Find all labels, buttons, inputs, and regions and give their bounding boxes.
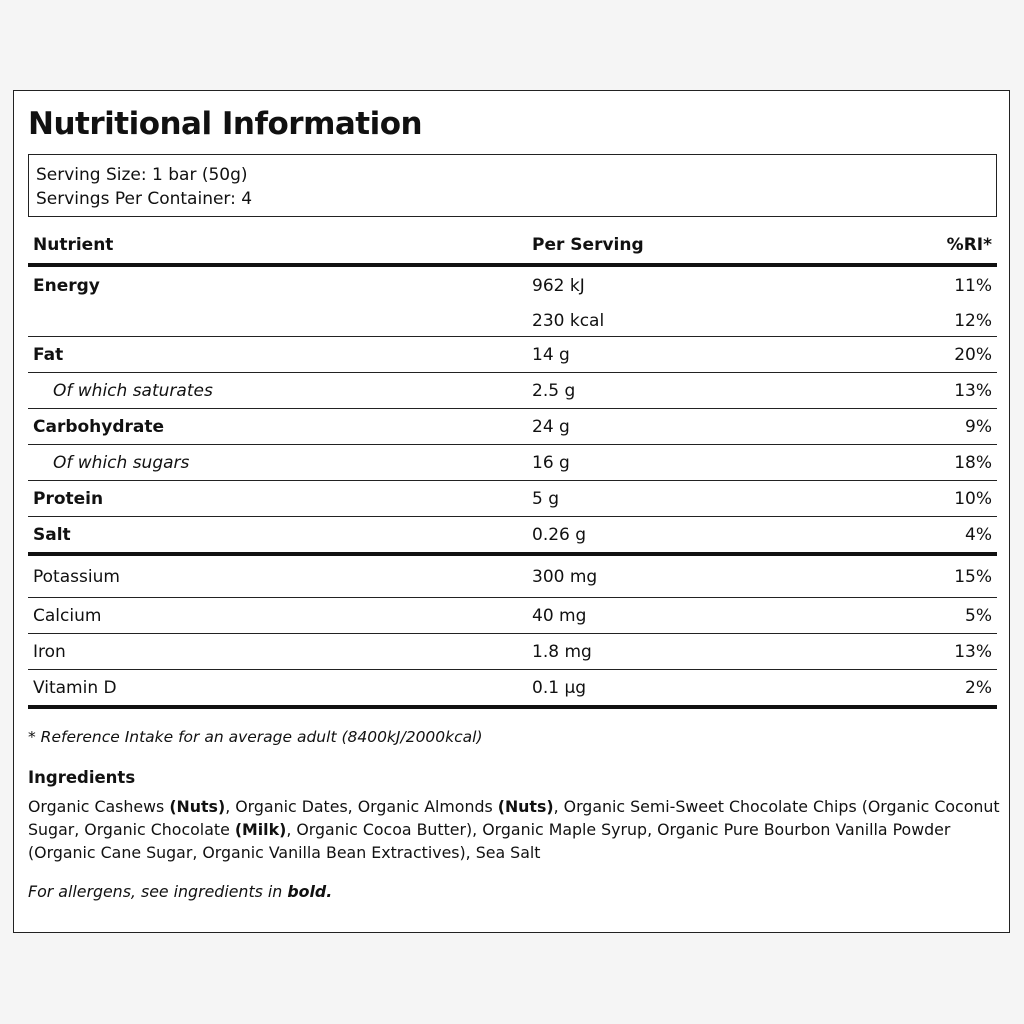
nutrient-name: Calcium — [33, 605, 102, 626]
nutrient-ri: 20% — [954, 344, 992, 365]
ingredients-list — [28, 795, 1003, 864]
nutrient-name: Protein — [33, 488, 104, 509]
nutrient-ri: 13% — [954, 641, 992, 662]
header-nutrient: Nutrient — [33, 235, 114, 255]
ingredients-text: , Organic Dates, Organic Almonds — [225, 797, 498, 816]
header-per-serving: Per Serving — [532, 235, 644, 255]
page-title: Nutritional Information — [28, 106, 423, 142]
nutrient-ri: 13% — [954, 380, 992, 401]
table-row-fat — [28, 337, 997, 373]
nutrient-name: Of which saturates — [53, 380, 213, 401]
table-row-calcium — [28, 598, 997, 634]
table-row-energy-kcal — [28, 305, 997, 337]
nutrient-ri: 9% — [965, 416, 992, 437]
nutrient-name: Vitamin D — [33, 677, 117, 698]
table-row-sugars — [28, 445, 997, 481]
nutrition-panel — [13, 90, 1010, 933]
servings-per-container: Servings Per Container: 4 — [36, 189, 253, 209]
nutrient-value: 962 kJ — [532, 276, 585, 296]
table-row-potassium — [28, 556, 997, 598]
nutrient-ri: 5% — [965, 605, 992, 626]
ingredients-heading: Ingredients — [28, 768, 136, 787]
table-row-protein — [28, 481, 997, 517]
allergen-milk: (Milk) — [234, 820, 287, 839]
nutrient-ri: 12% — [954, 310, 992, 331]
allergen-note — [28, 882, 332, 901]
nutrient-name: Fat — [33, 344, 64, 365]
nutrient-name: Salt — [33, 524, 71, 545]
nutrient-name: Of which sugars — [53, 452, 190, 473]
table-row-carbohydrate — [28, 409, 997, 445]
nutrient-name: Iron — [33, 641, 66, 662]
nutrient-name: Energy — [33, 276, 100, 296]
nutrient-value: 24 g — [532, 416, 570, 437]
table-row-saturates — [28, 373, 997, 409]
nutrient-name: Potassium — [33, 566, 120, 587]
nutrient-value: 300 mg — [532, 566, 598, 587]
allergen-note-text: For allergens, see ingredients in — [28, 882, 288, 901]
nutrient-value: 230 kcal — [532, 310, 605, 331]
serving-info-box — [28, 154, 997, 217]
nutrient-value: 2.5 g — [532, 380, 576, 401]
reference-intake-footnote: * Reference Intake for an average adult (8400kJ/2000kcal) — [28, 728, 483, 746]
table-header-row — [28, 227, 997, 267]
nutrition-table — [28, 227, 997, 709]
nutrient-ri: 10% — [954, 488, 992, 509]
table-row-salt — [28, 517, 997, 556]
serving-size: Serving Size: 1 bar (50g) — [36, 165, 248, 185]
ingredients-text: , Organic Cocoa Butter), Organic Maple Syrup, Organic Pure Bourbon Vanilla Powder (Organic Cane Sugar, Organic Vanilla Bean Extractives), Sea Salt — [28, 820, 951, 862]
ingredients-text: , Organic Semi-Sweet Chocolate Chips (Organic Coconut Sugar, Organic Chocolate — [28, 797, 1000, 839]
nutrient-value: 1.8 mg — [532, 641, 592, 662]
nutrient-ri: 4% — [965, 524, 992, 545]
nutrient-name: Carbohydrate — [33, 416, 165, 437]
nutrient-ri: 11% — [954, 276, 992, 296]
nutrient-value: 0.1 µg — [532, 677, 587, 698]
table-row-vitamin-d — [28, 670, 997, 709]
header-ri: %RI* — [946, 235, 992, 255]
nutrient-value: 5 g — [532, 488, 560, 509]
allergen-nuts: (Nuts) — [169, 797, 226, 816]
allergen-note-bold: bold. — [287, 882, 333, 901]
allergen-nuts: (Nuts) — [497, 797, 554, 816]
nutrient-ri: 18% — [954, 452, 992, 473]
nutrient-value: 0.26 g — [532, 524, 587, 545]
nutrient-value: 14 g — [532, 344, 570, 365]
nutrient-ri: 15% — [954, 566, 992, 587]
table-row-iron — [28, 634, 997, 670]
nutrient-value: 40 mg — [532, 605, 587, 626]
table-row-energy-kj — [28, 267, 997, 305]
ingredients-text: Organic Cashews — [28, 797, 170, 816]
nutrient-ri: 2% — [965, 677, 992, 698]
nutrient-value: 16 g — [532, 452, 570, 473]
